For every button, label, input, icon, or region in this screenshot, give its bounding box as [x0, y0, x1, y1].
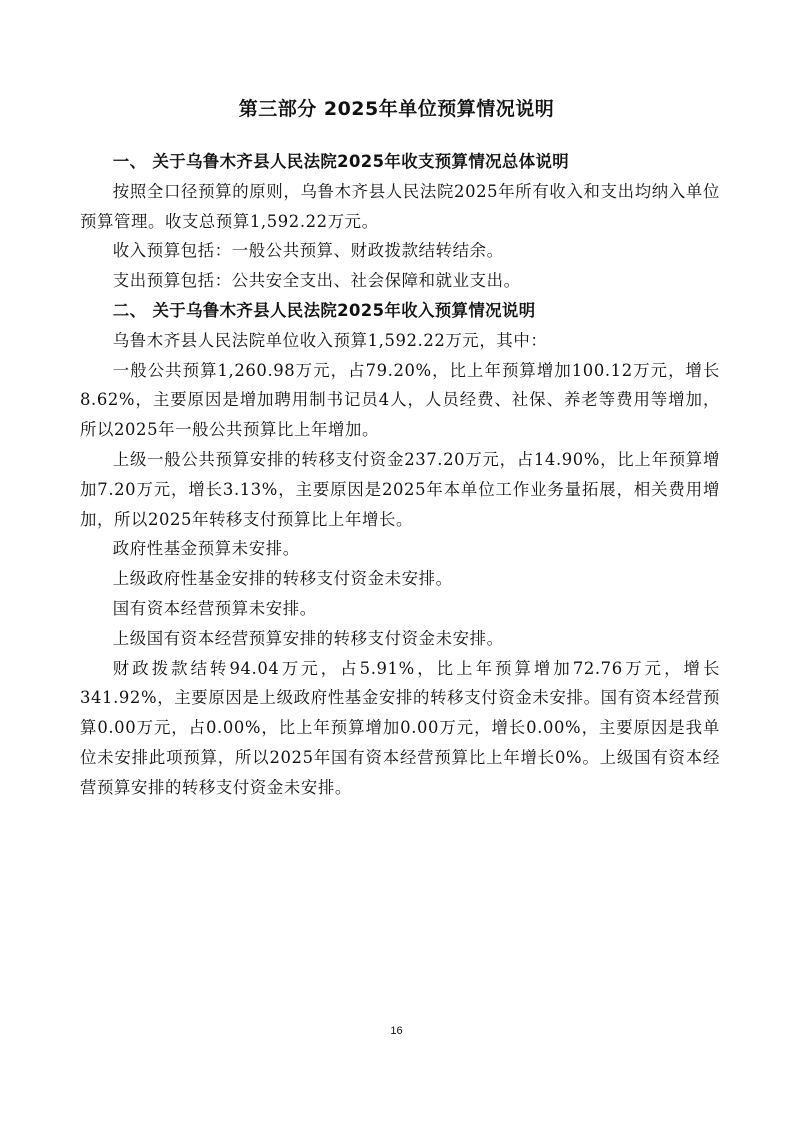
paragraph: 按照全口径预算的原则，乌鲁木齐县人民法院2025年所有收入和支出均纳入单位预算管理。收支总预算1,592.22万元。 [80, 181, 720, 231]
page-title: 第三部分 2025年单位预算情况说明 [238, 98, 555, 120]
paragraph: 上级政府性基金安排的转移支付资金未安排。 [112, 569, 453, 589]
document-body [80, 147, 720, 803]
page-number: 16 [390, 1025, 403, 1037]
paragraph: 上级一般公共预算安排的转移支付资金237.20万元，占14.90%，比上年预算增加7.20万元，增长3.13%，主要原因是2025年本单位工作业务量拓展，相关费用增加，所以2025年转移支付预算比上年增长。 [80, 449, 720, 529]
section-heading-2: 二、 关于乌鲁木齐县人民法院2025年收入预算情况说明 [112, 300, 536, 320]
paragraph: 乌鲁木齐县人民法院单位收入预算1,592.22万元，其中： [112, 330, 548, 350]
paragraph: 国有资本经营预算未安排。 [112, 598, 317, 618]
paragraph: 支出预算包括：公共安全支出、社会保障和就业支出。 [112, 271, 521, 291]
section-heading-1: 一、 关于乌鲁木齐县人民法院2025年收支预算情况总体说明 [112, 152, 570, 171]
paragraph: 政府性基金预算未安排。 [112, 539, 300, 559]
paragraph: 上级国有资本经营预算安排的转移支付资金未安排。 [112, 628, 504, 648]
paragraph: 财政拨款结转94.04万元，占5.91%，比上年预算增加72.76万元，增长341.92%，主要原因是上级政府性基金安排的转移支付资金未安排。国有资本经营预算0.00万元，占0.00%，比上年预算增加0.00万元，增长0.00%，主要原因是我单位未安排此项预算，所以2025年国有资本经营预算比上年增长0%。上级国有资本经营预算安排的转移支付资金未安排。 [80, 658, 720, 797]
paragraph: 收入预算包括：一般公共预算、财政拨款结转结余。 [112, 241, 504, 261]
paragraph: 一般公共预算1,260.98万元，占79.20%，比上年预算增加100.12万元，增长8.62%，主要原因是增加聘用制书记员4人，人员经费、社保、养老等费用等增加，所以2025年一般公共预算比上年增加。 [80, 360, 720, 440]
